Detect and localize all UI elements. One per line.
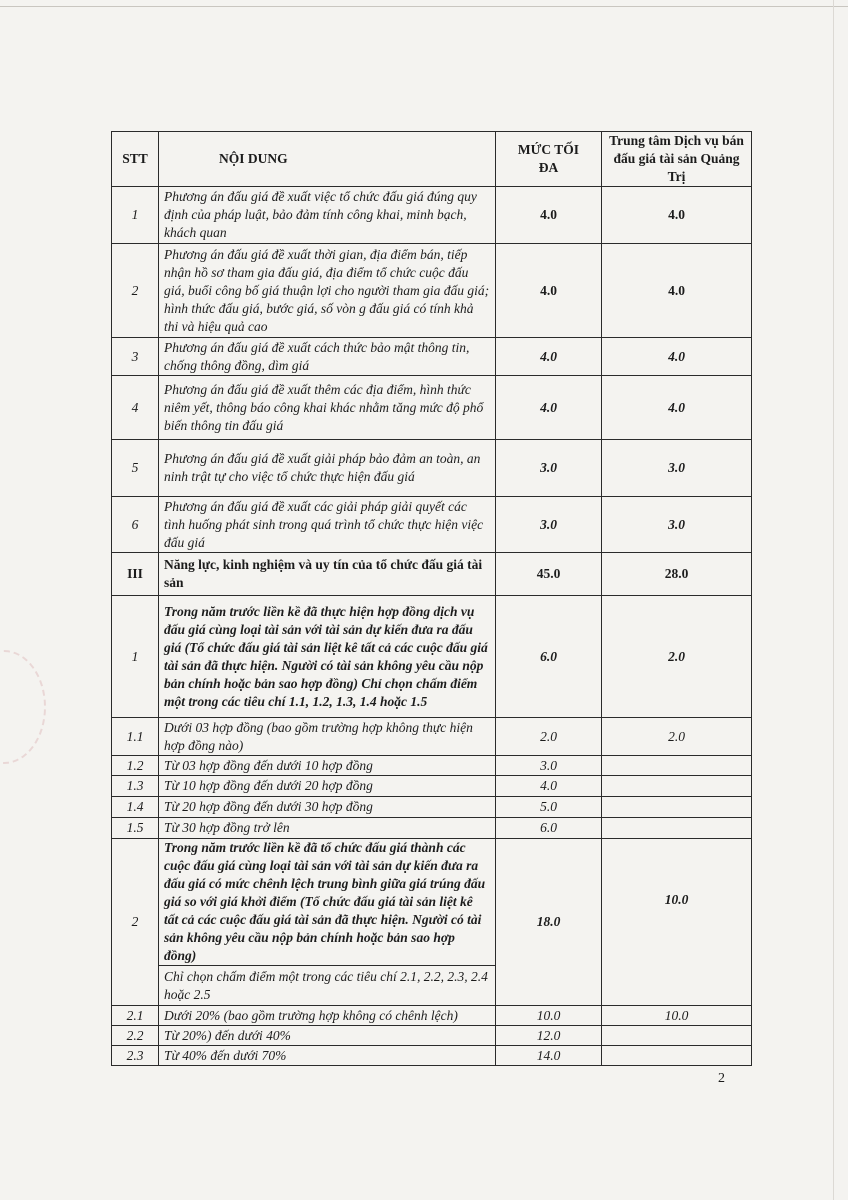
row-max-score: 14.0 (496, 1046, 602, 1066)
row-score: 4.0 (602, 187, 752, 244)
page-edge (833, 0, 834, 1200)
row-score: 4.0 (602, 376, 752, 440)
table-row (112, 338, 752, 376)
row-max-score: 2.0 (496, 718, 602, 756)
row-score (602, 818, 752, 839)
row-score: 4.0 (602, 244, 752, 338)
row-content: Dưới 20% (bao gồm trường hợp không có chênh lệch) (159, 1006, 496, 1026)
row-max-score: 6.0 (496, 596, 602, 718)
table-row (112, 797, 752, 818)
row-content: Từ 40% đến dưới 70% (159, 1046, 496, 1066)
row-max-score: 3.0 (496, 756, 602, 776)
row-max-score: 10.0 (496, 1006, 602, 1026)
section-max-score: 45.0 (496, 553, 602, 596)
row-content: Dưới 03 hợp đồng (bao gồm trường hợp không thực hiện hợp đồng nào) (159, 718, 496, 756)
table-row (112, 440, 752, 497)
row-content: Từ 20%) đến dưới 40% (159, 1026, 496, 1046)
table-row (112, 839, 752, 966)
row-stt: 1.1 (112, 718, 159, 756)
row-score: 10.0 (602, 839, 752, 1006)
table-row (112, 244, 752, 338)
row-max-score: 4.0 (496, 338, 602, 376)
table-section-row (112, 553, 752, 596)
row-stt: 2 (112, 244, 159, 338)
row-content: Phương án đấu giá đề xuất việc tổ chức đấu giá đúng quy định của pháp luật, bảo đảm tính công khai, minh bạch, khách quan (159, 187, 496, 244)
row-stt: 6 (112, 497, 159, 553)
table-header-row (112, 132, 752, 187)
table-row (112, 187, 752, 244)
row-score: 2.0 (602, 718, 752, 756)
row-content: Phương án đấu giá đề xuất cách thức bảo mật thông tin, chống thông đồng, dìm giá (159, 338, 496, 376)
row-stt: 2 (112, 839, 159, 1006)
row-score: 3.0 (602, 440, 752, 497)
row-content: Phương án đấu giá đề xuất các giải pháp giải quyết các tình huống phát sinh trong quá trình tổ chức thực hiện việc đấu giá (159, 497, 496, 553)
table-row (112, 1006, 752, 1026)
row-score: 2.0 (602, 596, 752, 718)
row-score (602, 797, 752, 818)
row-max-score: 3.0 (496, 440, 602, 497)
row-content: Phương án đấu giá đề xuất giải pháp bảo đảm an toàn, an ninh trật tự cho việc tổ chức thực hiện đấu giá (159, 440, 496, 497)
table-row (112, 596, 752, 718)
row-content: Từ 20 hợp đồng đến dưới 30 hợp đồng (159, 797, 496, 818)
header-max-score: MỨC TỐI ĐA (496, 132, 602, 187)
row-stt: 2.1 (112, 1006, 159, 1026)
row-content: Trong năm trước liền kề đã tổ chức đấu giá thành các cuộc đấu giá cùng loại tài sản với tài sản dự kiến đưa ra đấu giá có mức chênh lệch trung bình giữa giá trúng đấu giá so với giá khởi điểm (Tổ chức đấu giá tài sản liệt kê tất cả các cuộc đấu giá tài sản đã thực hiện. Người có tài sản không yêu cầu nộp bản chính hoặc bản sao hợp đồng) (159, 839, 496, 966)
row-max-score: 4.0 (496, 776, 602, 797)
row-stt: 1.3 (112, 776, 159, 797)
section-title: Năng lực, kinh nghiệm và uy tín của tổ chức đấu giá tài sản (159, 553, 496, 596)
row-stt: 1.5 (112, 818, 159, 839)
row-max-score: 3.0 (496, 497, 602, 553)
row-content: Trong năm trước liền kề đã thực hiện hợp đồng dịch vụ đấu giá cùng loại tài sản với tài sản dự kiến đưa ra đấu giá (Tổ chức đấu giá tài sản liệt kê tất cả các cuộc đấu giá tài sản đã thực hiện. Người có tài sản không yêu cầu nộp bản chính hoặc bản sao hợp đồng) Chỉ chọn chấm điểm một trong các tiêu chí 1.1, 1.2, 1.3, 1.4 hoặc 1.5 (159, 596, 496, 718)
row-content: Từ 10 hợp đồng đến dưới 20 hợp đồng (159, 776, 496, 797)
row-score: 10.0 (602, 1006, 752, 1026)
row-score: 3.0 (602, 497, 752, 553)
row-max-score: 4.0 (496, 244, 602, 338)
row-stt: 3 (112, 338, 159, 376)
row-content: Phương án đấu giá đề xuất thêm các địa điểm, hình thức niêm yết, thông báo công khai khác nhằm tăng mức độ phổ biến thông tin đấu giá (159, 376, 496, 440)
row-content-note: Chỉ chọn chấm điểm một trong các tiêu chí 2.1, 2.2, 2.3, 2.4 hoặc 2.5 (159, 966, 496, 1006)
criteria-table (111, 131, 752, 1066)
row-content: Từ 30 hợp đồng trở lên (159, 818, 496, 839)
table-row (112, 718, 752, 756)
table-row (112, 756, 752, 776)
section-number: III (112, 553, 159, 596)
row-max-score: 4.0 (496, 376, 602, 440)
page-edge (0, 6, 848, 7)
table-row (112, 1046, 752, 1066)
row-score (602, 756, 752, 776)
row-max-score: 5.0 (496, 797, 602, 818)
table-row (112, 818, 752, 839)
row-content: Phương án đấu giá đề xuất thời gian, địa điểm bán, tiếp nhận hồ sơ tham gia đấu giá, địa điểm tổ chức cuộc đấu giá, buổi công bố giá thuận lợi cho người tham gia đấu giá; hình thức đấu giá, bước giá, số vòn g đấu giá có tính khả thi và hiệu quả cao (159, 244, 496, 338)
row-stt: 1 (112, 596, 159, 718)
row-score: 4.0 (602, 338, 752, 376)
row-max-score: 4.0 (496, 187, 602, 244)
table-row (112, 497, 752, 553)
row-stt: 2.3 (112, 1046, 159, 1066)
header-content: NỘI DUNG (159, 132, 496, 187)
row-stt: 4 (112, 376, 159, 440)
row-stt: 1 (112, 187, 159, 244)
row-max-score: 6.0 (496, 818, 602, 839)
row-stt: 5 (112, 440, 159, 497)
section-score: 28.0 (602, 553, 752, 596)
row-stt: 2.2 (112, 1026, 159, 1046)
stamp-bleed-through (0, 650, 46, 764)
row-score (602, 1046, 752, 1066)
table-row (112, 1026, 752, 1046)
row-max-score: 12.0 (496, 1026, 602, 1046)
header-organization-score: Trung tâm Dịch vụ bán đấu giá tài sản Quảng Trị (602, 132, 752, 187)
table-row (112, 376, 752, 440)
row-max-score: 18.0 (496, 839, 602, 1006)
row-content: Từ 03 hợp đồng đến dưới 10 hợp đồng (159, 756, 496, 776)
row-stt: 1.2 (112, 756, 159, 776)
header-stt: STT (112, 132, 159, 187)
page-number: 2 (718, 1071, 725, 1086)
row-score (602, 776, 752, 797)
row-score (602, 1026, 752, 1046)
table-row (112, 776, 752, 797)
row-stt: 1.4 (112, 797, 159, 818)
